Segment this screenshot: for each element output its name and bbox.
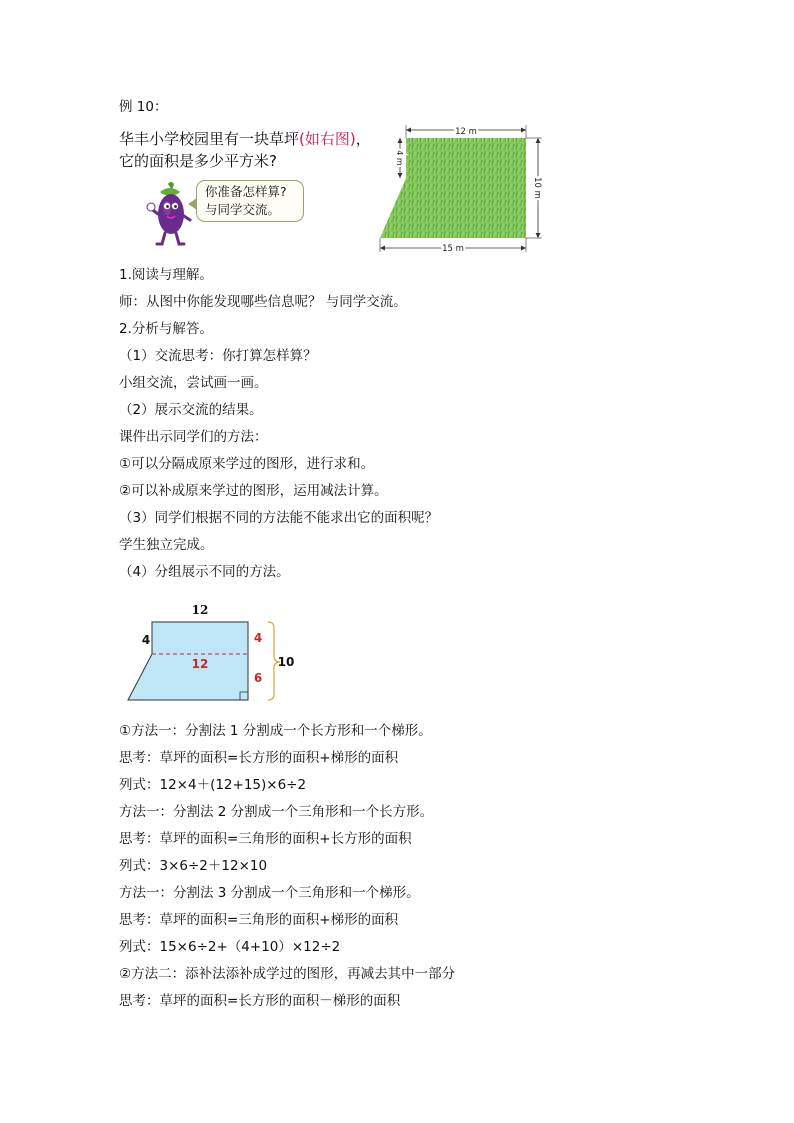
text-line: ①可以分隔成原来学过的图形，进行求和。: [119, 456, 375, 472]
text-line: （1）交流思考：你打算怎样算？: [119, 348, 317, 364]
middle-label: 12: [191, 657, 209, 671]
bubble-line-2: 与同学交流。: [205, 202, 281, 217]
method-line: 思考：草坪的面积=三角形的面积+梯形的面积: [119, 912, 399, 928]
text-line: 学生独立完成。: [119, 537, 214, 553]
top-dim-label: 12 m: [455, 127, 477, 137]
left-label: 4: [141, 633, 151, 647]
method-diagram: [122, 600, 302, 706]
right-bottom-label: 6: [253, 671, 263, 685]
method-line: 思考：草坪的面积=长方形的面积－梯形的面积: [119, 993, 401, 1009]
bubble-line-1: 你准备怎样算?: [205, 184, 287, 199]
method-line: 列式：3×6÷2＋12×10: [119, 858, 268, 874]
example-title: 例 10：: [119, 99, 168, 115]
eggplant-mascot-icon: [146, 180, 194, 248]
text-line: （2）展示交流的结果。: [119, 402, 263, 418]
bottom-dim-label: 15 m: [442, 244, 464, 254]
method-line: 方法一：分割法 3 分割成一个三角形和一个梯形。: [119, 885, 420, 901]
left-dim-label: 4 m: [395, 150, 404, 166]
text-line: 小组交流，尝试画一画。: [119, 375, 268, 391]
method-line: 列式：12×4＋(12+15)×6÷2: [119, 777, 307, 793]
method-line: 思考：草坪的面积=长方形的面积+梯形的面积: [119, 750, 399, 766]
text-line: （4）分组展示不同的方法。: [119, 564, 290, 580]
text-line: ②可以补成原来学过的图形，运用减法计算。: [119, 483, 388, 499]
text-line: 2.分析与解答。: [119, 321, 213, 337]
problem-line-2: 它的面积是多少平方米?: [119, 152, 277, 170]
right-dim-label: 10 m: [532, 177, 542, 199]
problem-statement: [119, 128, 371, 172]
method-line: 方法一：分割法 2 分割成一个三角形和一个长方形。: [119, 804, 434, 820]
text-line: 1.阅读与理解。: [119, 267, 213, 283]
top-label: 12: [191, 603, 209, 617]
method-line: ②方法二：添补法添补成学过的图形，再减去其中一部分: [119, 966, 456, 982]
method-line: 思考：草坪的面积=三角形的面积+长方形的面积: [119, 831, 412, 847]
brace-label: 10: [277, 655, 295, 669]
method-line: 列式：15×6÷2+（4+10）×12÷2: [119, 939, 341, 955]
problem-highlight: (如右图): [299, 130, 356, 148]
problem-punct: ，: [355, 130, 371, 148]
problem-text: 华丰小学校园里有一块草坪: [119, 130, 300, 148]
lawn-figure: [376, 118, 554, 258]
method-line: ①方法一：分割法 1 分割成一个长方形和一个梯形。: [119, 723, 432, 739]
speech-bubble: [196, 180, 304, 222]
problem-line-1: [119, 128, 371, 150]
right-top-label: 4: [253, 631, 263, 645]
text-line: 师：从图中你能发现哪些信息呢？ 与同学交流。: [119, 294, 407, 310]
text-line: （3）同学们根据不同的方法能不能求出它的面积呢？: [119, 510, 439, 526]
text-line: 课件出示同学们的方法：: [119, 429, 268, 445]
